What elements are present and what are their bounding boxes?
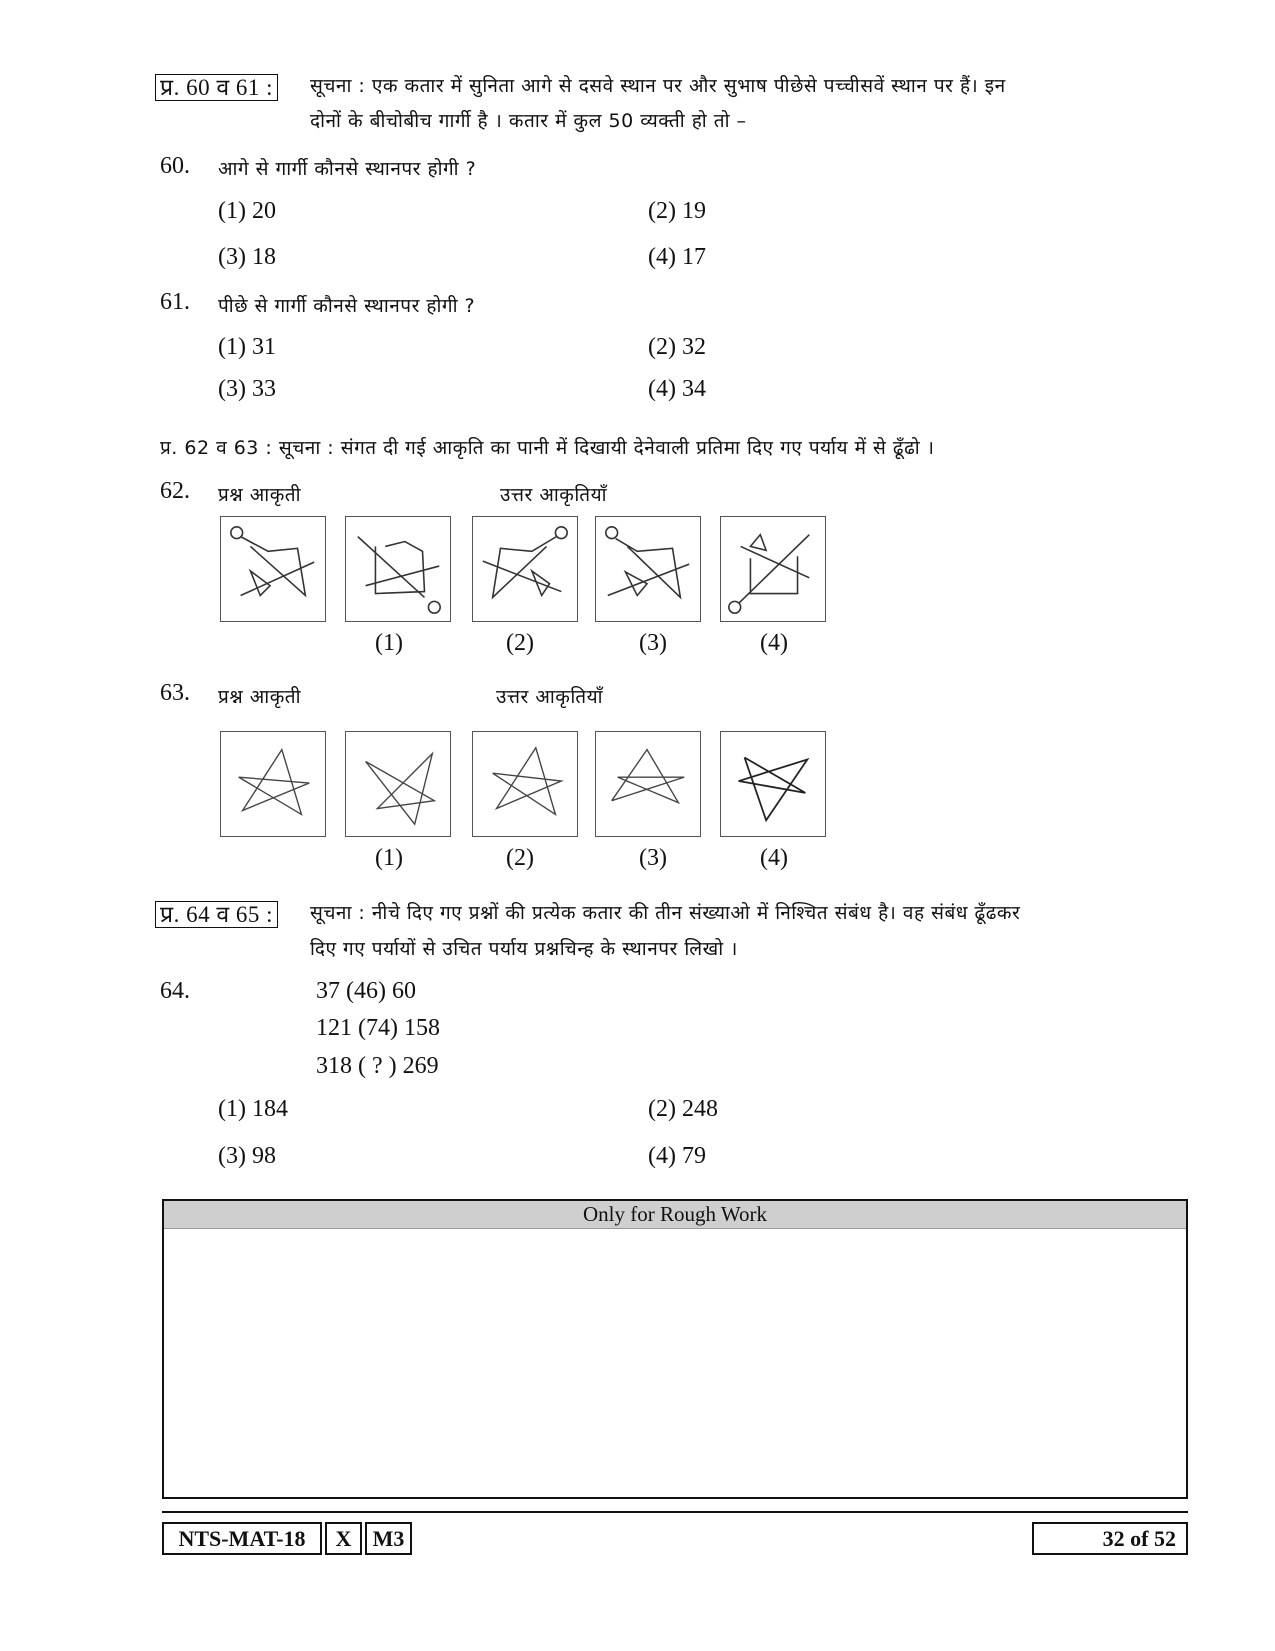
answer-label-1: (1) [375, 845, 403, 871]
answer-figure-3 [595, 516, 701, 622]
footer-page-number: 32 of 52 [1032, 1522, 1188, 1555]
instruction-line1: सूचना : एक कतार में सुनिता आगे से दसवे स्थान पर और सुभाष पीछेसे पच्चीसवें स्थान पर हैं। इन [310, 75, 1006, 97]
footer-class: X [325, 1522, 362, 1555]
number-row-2: 121 (74) 158 [316, 1015, 440, 1041]
option-1: (1) 184 [218, 1096, 288, 1122]
rough-work-box [162, 1199, 1188, 1499]
answer-label-1: (1) [375, 630, 403, 656]
option-3: (3) 33 [218, 376, 276, 402]
answer-label-4: (4) [760, 630, 788, 656]
question-number: 61. [160, 289, 190, 315]
answer-label-3: (3) [639, 630, 667, 656]
instruction-line1: सूचना : नीचे दिए गए प्रश्नों की प्रत्येक कतार की तीन संख्याओ में निश्चित संबंध है। वह संबंध ढूँढकर [310, 902, 1021, 924]
instruction-tag-64-65 [155, 897, 278, 929]
number-row-1: 37 (46) 60 [316, 978, 416, 1004]
footer-set: M3 [365, 1522, 412, 1555]
question-text: आगे से गार्गी कौनसे स्थानपर होगी ? [218, 158, 477, 180]
answer-figure-4 [720, 516, 826, 622]
option-3: (3) 18 [218, 244, 276, 270]
answer-figures-label: उत्तर आकृतियाँ [500, 484, 608, 506]
footer-divider [162, 1511, 1188, 1513]
answer-figure-1 [345, 731, 451, 837]
rough-work-title: Only for Rough Work [164, 1201, 1186, 1229]
instruction-tag-60-61 [155, 70, 278, 102]
section-tag: प्र. 60 व 61 : [155, 74, 278, 101]
answer-figure-1 [345, 516, 451, 622]
option-2: (2) 248 [648, 1096, 718, 1122]
question-text: पीछे से गार्गी कौनसे स्थानपर होगी ? [218, 295, 476, 317]
question-number: 62. [160, 478, 190, 504]
option-2: (2) 32 [648, 334, 706, 360]
option-3: (3) 98 [218, 1143, 276, 1169]
answer-figures-label: उत्तर आकृतियाँ [496, 686, 604, 708]
question-figure [220, 731, 326, 837]
option-4: (4) 17 [648, 244, 706, 270]
question-figure [220, 516, 326, 622]
question-figure-label: प्रश्न आकृती [218, 484, 302, 506]
instruction-line2: दिए गए पर्यायों से उचित पर्याय प्रश्नचिन्ह के स्थानपर लिखो । [310, 938, 738, 960]
answer-figure-2 [472, 516, 578, 622]
answer-label-2: (2) [506, 630, 534, 656]
answer-figure-3 [595, 731, 701, 837]
option-1: (1) 20 [218, 198, 276, 224]
option-1: (1) 31 [218, 334, 276, 360]
number-row-3: 318 ( ? ) 269 [316, 1053, 439, 1079]
answer-figure-4 [720, 731, 826, 837]
option-4: (4) 34 [648, 376, 706, 402]
answer-label-3: (3) [639, 845, 667, 871]
footer-paper-code: NTS-MAT-18 [162, 1522, 322, 1555]
option-2: (2) 19 [648, 198, 706, 224]
instruction-62-63: प्र. 62 व 63 : सूचना : संगत दी गई आकृति का पानी में दिखायी देनेवाली प्रतिमा दिए गए पर्याय में से ढूँढो । [160, 437, 935, 459]
answer-label-2: (2) [506, 845, 534, 871]
question-figure-label: प्रश्न आकृती [218, 686, 302, 708]
answer-label-4: (4) [760, 845, 788, 871]
instruction-line2: दोनों के बीचोबीच गार्गी है । कतार में कुल 50 व्यक्ती हो तो – [310, 110, 747, 132]
question-number: 60. [160, 153, 190, 179]
question-number: 63. [160, 680, 190, 706]
question-number: 64. [160, 978, 190, 1004]
answer-figure-2 [472, 731, 578, 837]
section-tag: प्र. 64 व 65 : [155, 901, 278, 928]
option-4: (4) 79 [648, 1143, 706, 1169]
